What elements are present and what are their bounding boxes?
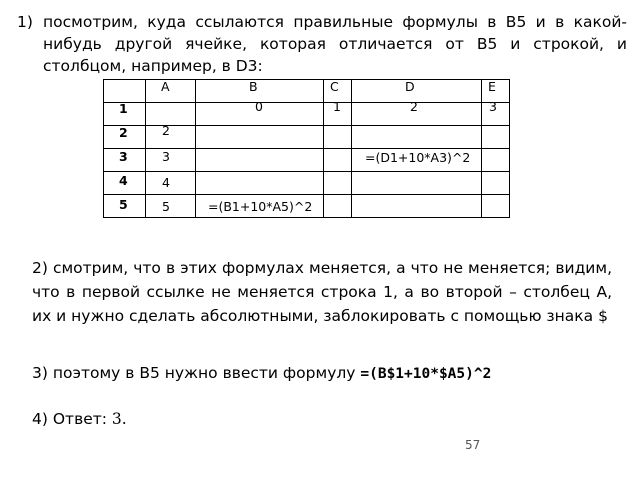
page-number: 57 (465, 438, 481, 452)
cell-d1: 2 (410, 99, 418, 114)
step-3-text: 3) поэтому в B5 нужно ввести формулу (32, 364, 361, 382)
step-3 (32, 364, 612, 382)
row-header-4: 4 (119, 173, 128, 188)
cell-c1: 1 (333, 99, 341, 114)
col-header-d: D (405, 79, 415, 94)
step-1-number: 1) (17, 13, 33, 31)
row-header-5: 5 (119, 197, 128, 212)
cell-a4: 4 (162, 175, 170, 190)
step-4-text: 4) Ответ: (32, 410, 112, 428)
row-header-1: 1 (119, 101, 128, 116)
cell-a3: 3 (162, 149, 170, 164)
step-2: 2) смотрим, что в этих формулах меняется, а что не меняется; видим, что в первой ссылке не меняется строка 1, а во второй – столбец A, их и нужно сделать абсолютными, заблокировать с помощью знака $ (32, 259, 612, 325)
cell-b5-formula: =(B1+10*A5)^2 (208, 199, 313, 214)
row-header-2: 2 (119, 125, 128, 140)
step-4 (32, 410, 612, 428)
col-header-a: A (161, 79, 170, 94)
col-header-b: B (249, 79, 258, 94)
cell-a5: 5 (162, 199, 170, 214)
cell-a2: 2 (162, 123, 170, 138)
step-1-text: посмотрим, куда ссылаются правильные формулы в B5 и в какой-нибудь другой ячейке, которая отличается от B5 и строкой, и столбцом, например, в D3: (43, 13, 627, 75)
step-1 (17, 11, 627, 77)
cell-d3-formula: =(D1+10*A3)^2 (365, 150, 471, 165)
cell-e1: 3 (489, 99, 497, 114)
corner-cell (104, 80, 146, 103)
col-header-c: C (330, 79, 339, 94)
step-4-answer: 3. (111, 410, 127, 428)
cell-b1: 0 (255, 99, 263, 114)
step-3-formula: =(B$1+10*$A5)^2 (360, 366, 492, 382)
col-header-e: E (488, 79, 496, 94)
row-header-3: 3 (119, 149, 128, 164)
